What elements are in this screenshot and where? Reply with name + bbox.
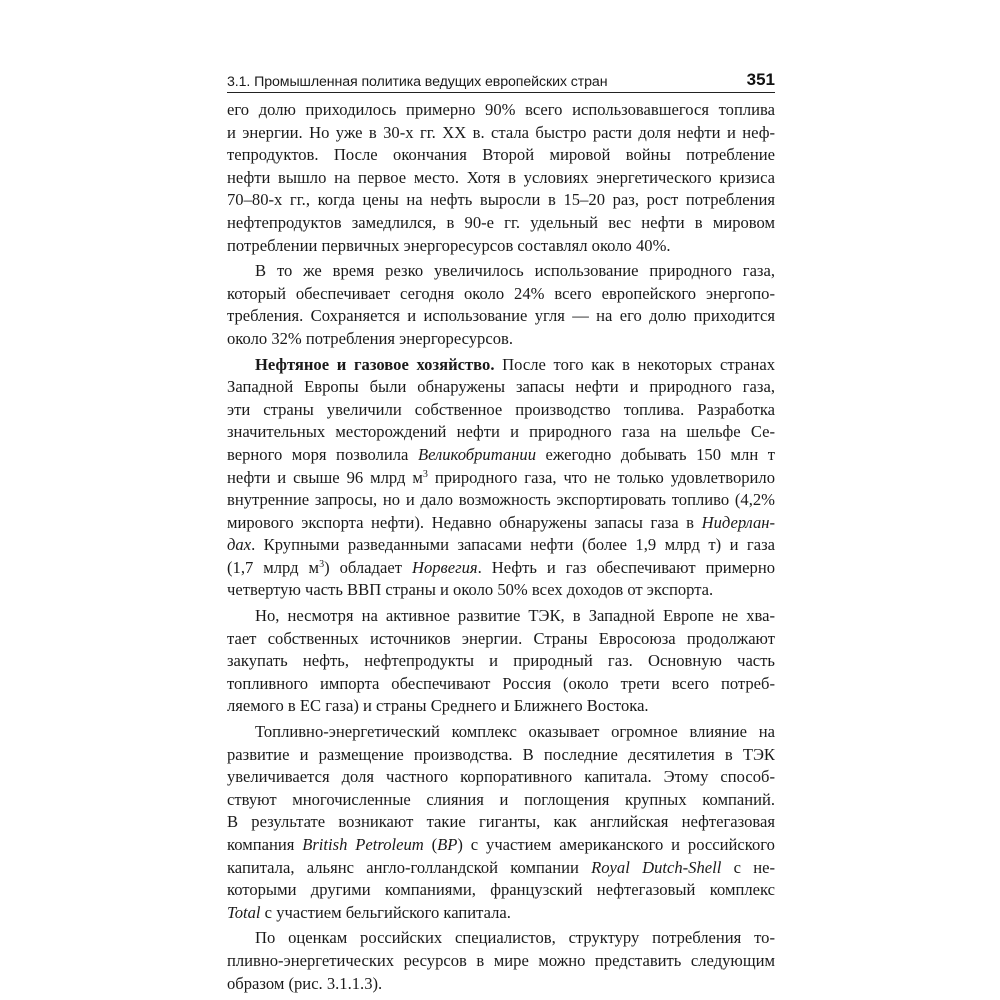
body-text <box>227 99 775 995</box>
italic-term: British Petroleum <box>302 835 424 854</box>
text-line: пливно-энергетических ресурсов в мире можно представить следующим <box>227 950 775 970</box>
page-number: 351 <box>746 70 775 89</box>
text-line: ляемого в ЕС газа) и страны Среднего и Ближнего Востока. <box>227 696 649 716</box>
text-line: ствуют многочисленные слияния и поглощения крупных компаний. <box>227 789 775 809</box>
text-line: и энергии. Но уже в 30-х гг. XX в. стала быстро расти доля нефти и неф- <box>227 122 775 142</box>
text-line: закупать нефть, нефтепродукты и природный газ. Основную часть <box>227 651 775 671</box>
superscript: 3 <box>422 468 428 480</box>
text-line: внутренние запросы, но и дало возможность экспортировать топливо (4,2% <box>227 490 775 510</box>
text-line: требления. Сохраняется и использование угля — на его долю приходится <box>227 306 775 326</box>
text-line: образом (рис. 3.1.1.3). <box>227 973 383 993</box>
text-line: 70–80-х гг., когда цены на нефть выросли в 15–20 раз, рост потребления <box>227 190 775 210</box>
text-line: тает собственных источников энергии. Страны Евросоюза продолжают <box>227 628 775 648</box>
paragraph-6 <box>227 927 775 995</box>
italic-term: дах <box>227 535 252 555</box>
text-line: нефтепродуктов замедлился, в 90-е гг. удельный вес нефти в мировом <box>227 212 775 232</box>
text-line: капитала, альянс англо-голландской компании Royal Dutch-Shell с не- <box>227 857 775 877</box>
text-line: компания British Petroleum (BP) с участием американского и российского <box>227 835 775 854</box>
text-line: В то же время резко увеличилось использование природного газа, <box>255 261 775 281</box>
text-line: Total с участием бельгийского капитала. <box>227 902 511 922</box>
text-line: мирового экспорта нефти). Недавно обнаружены запасы газа в Нидерлан- <box>227 512 775 532</box>
text-line: эти страны увеличили собственное производство топлива. Разработка <box>227 399 775 419</box>
paragraph-1 <box>227 99 775 257</box>
text-line: (1,7 млрд $м^3$) обладает Норвегия. Нефть и газ обеспечивают примерно <box>227 557 775 577</box>
text-line: около 32% потребления энергоресурсов. <box>227 328 513 348</box>
running-head <box>227 68 775 90</box>
italic-term: Нидерлан- <box>701 512 775 532</box>
superscript: 3 <box>319 558 325 570</box>
text-line: его долю приходилось примерно 90% всего использовавшегося топлива <box>227 100 775 119</box>
text-line: топливного импорта обеспечивают Россия (около трети всего потреб- <box>227 673 775 693</box>
paragraph-4 <box>227 605 775 718</box>
text-line: Топливно-энергетический комплекс оказывает огромное влияние на <box>255 722 775 742</box>
italic-term: BP <box>437 835 458 854</box>
italic-term: Норвегия <box>411 557 478 577</box>
paragraph-2 <box>227 260 775 350</box>
italic-term: Великобритании <box>417 444 537 464</box>
text-line: значительных месторождений нефти и природного газа на шельфе Се- <box>227 422 775 442</box>
section-title: 3.1. Промышленная политика ведущих европейских стран <box>227 74 608 90</box>
text-line: который обеспечивает сегодня около 24% всего европейского энергопо- <box>227 283 775 303</box>
paragraph-5 <box>227 721 775 924</box>
paragraph-heading: Нефтяное и газовое хозяйство. <box>255 354 495 374</box>
text-line: дах. Крупными разведанными запасами нефти (более 1,9 млрд т) и газа <box>227 535 775 555</box>
text-line: Нефтяное и газовое хозяйство. После того как в некоторых странах <box>255 354 775 374</box>
header-rule <box>227 92 775 93</box>
text-line: верного моря позволила Великобритании ежегодно добывать 150 млн т <box>227 444 775 464</box>
text-line: Но, несмотря на активное развитие ТЭК, в Западной Европе не хва- <box>255 606 775 626</box>
text-line: потреблении первичных энергоресурсов составлял около 40%. <box>227 235 671 255</box>
text-line: увеличивается доля частного корпоративного капитала. Этому способ- <box>227 767 775 787</box>
text-line: нефти и свыше 96 млрд $м^3$ природного газа, что не только удовлетворило <box>227 467 775 487</box>
text-line: В результате возникают такие гиганты, как английская нефтегазовая <box>227 812 775 832</box>
italic-term: Royal Dutch-Shell <box>591 857 722 877</box>
text-line: Западной Европы были обнаружены запасы нефти и природного газа, <box>227 377 775 397</box>
text-line: тепродуктов. После окончания Второй мировой войны потребление <box>227 145 775 165</box>
paragraph-oil-gas <box>227 354 775 603</box>
text-line: которыми другими компаниями, французский нефтегазовый комплекс <box>227 880 775 900</box>
text-line: развитие и размещение производства. В последние десятилетия в ТЭК <box>227 744 775 764</box>
italic-term: Total <box>227 902 261 922</box>
text-line: По оценкам российских специалистов, структуру потребления то- <box>255 928 775 948</box>
text-line: нефти вышло на первое место. Хотя в условиях энергетического кризиса <box>227 167 775 187</box>
text-line: четвертую часть ВВП страны и около 50% всех доходов от экспорта. <box>227 580 714 600</box>
